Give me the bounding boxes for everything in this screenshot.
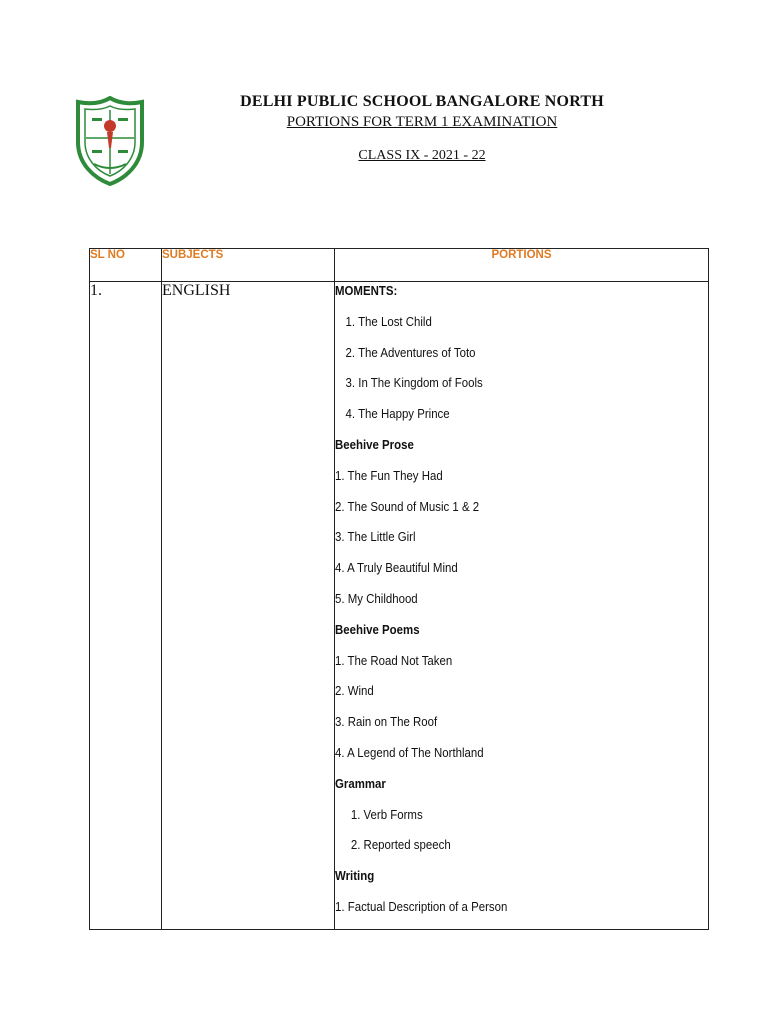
list-item: 1. Factual Description of a Person xyxy=(335,898,508,914)
list-item: 3. The Little Girl xyxy=(335,529,416,545)
header-portions: PORTIONS xyxy=(335,249,709,282)
list-item: 2. The Adventures of Toto xyxy=(345,344,476,360)
list-item: 2. Reported speech xyxy=(350,837,451,853)
table-row xyxy=(90,282,709,930)
list-item: 2. The Sound of Music 1 & 2 xyxy=(335,498,480,514)
class-title: CLASS IX - 2021 - 22 xyxy=(358,148,486,163)
section-heading: Beehive Prose xyxy=(335,436,414,452)
portions-title: PORTIONS FOR TERM 1 EXAMINATION xyxy=(286,114,558,130)
list-item: 1. The Lost Child xyxy=(345,313,432,329)
subject-name: ENGLISH xyxy=(162,282,335,930)
section-heading: Writing xyxy=(335,868,375,884)
section-heading: MOMENTS: xyxy=(335,283,398,298)
header-sl-no: SL NO xyxy=(90,249,162,282)
list-item: 1. The Road Not Taken xyxy=(335,652,453,668)
portions-table xyxy=(89,248,709,930)
list-item: 4. A Legend of The Northland xyxy=(335,744,484,760)
list-item: 2. Wind xyxy=(335,683,374,699)
list-item: 3. In The Kingdom of Fools xyxy=(345,375,483,391)
serial-number: 1. xyxy=(90,282,162,930)
list-item: 1. Verb Forms xyxy=(350,806,423,822)
school-name: DELHI PUBLIC SCHOOL BANGALORE NORTH xyxy=(240,93,604,110)
portions-list xyxy=(335,282,709,930)
section-heading: Beehive Poems xyxy=(335,621,420,637)
header-subjects: SUBJECTS xyxy=(162,249,335,282)
list-item: 5. My Childhood xyxy=(335,590,418,606)
list-item: 4. The Happy Prince xyxy=(345,406,450,422)
school-crest-icon xyxy=(74,96,146,186)
section-heading: Grammar xyxy=(335,775,386,791)
list-item: 4. A Truly Beautiful Mind xyxy=(335,560,458,576)
list-item: 3. Rain on The Roof xyxy=(335,714,438,730)
list-item: 1. The Fun They Had xyxy=(335,467,443,483)
table-header-row xyxy=(90,249,709,282)
